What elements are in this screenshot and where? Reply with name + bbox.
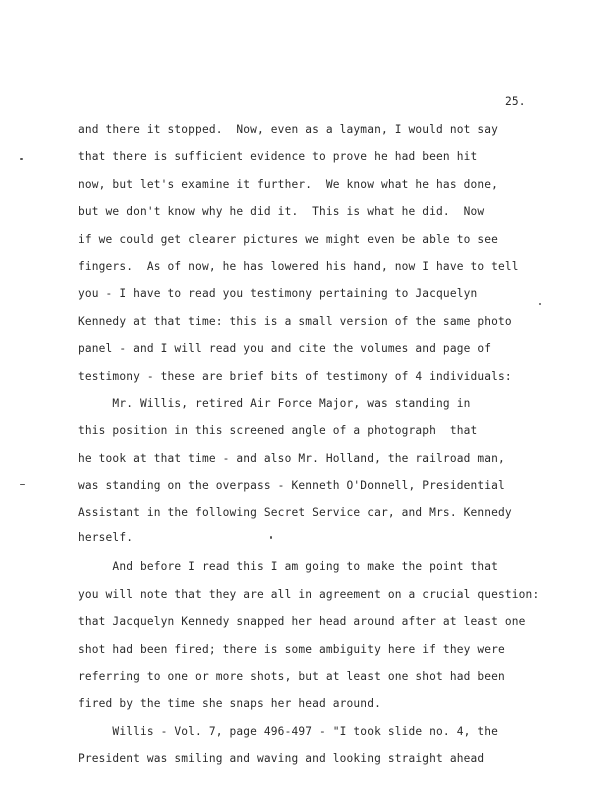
page-number: 25. — [505, 95, 526, 108]
text-line: herself. — [78, 531, 134, 544]
text-line: if we could get clearer pictures we might even be able to see — [78, 233, 499, 246]
scan-speck — [539, 303, 541, 305]
text-line: you - I have to read you testimony pertaining to Jacquelyn — [78, 287, 478, 300]
text-line: Assistant in the following Secret Service car, and Mrs. Kennedy — [78, 506, 512, 519]
text-line: and there it stopped. Now, even as a layman, I would not say — [78, 123, 499, 136]
text-line: President was smiling and waving and looking straight ahead — [78, 752, 485, 765]
scan-speck — [20, 484, 25, 485]
text-line: fired by the time she snaps her head around. — [78, 697, 381, 710]
text-line: you will note that they are all in agreement on a crucial question: — [78, 588, 540, 601]
text-line: shot had been fired; there is some ambiguity here if they were — [78, 643, 505, 656]
text-line: testimony - these are brief bits of testimony of 4 individuals: — [78, 370, 512, 383]
scan-speck — [270, 536, 272, 539]
text-line: And before I read this I am going to make the point that — [78, 560, 499, 573]
text-line: he took at that time - and also Mr. Holland, the railroad man, — [78, 452, 505, 465]
text-line: Kennedy at that time: this is a small version of the same photo — [78, 315, 512, 328]
text-line: that Jacquelyn Kennedy snapped her head around after at least one — [78, 615, 526, 628]
text-line: fingers. As of now, he has lowered his hand, now I have to tell — [78, 260, 519, 273]
text-line: Mr. Willis, retired Air Force Major, was standing in — [78, 397, 471, 410]
text-line: was standing on the overpass - Kenneth O'Donnell, Presidential — [78, 479, 505, 492]
text-line: that there is sufficient evidence to prove he had been hit — [78, 150, 478, 163]
text-line: now, but let's examine it further. We know what he has done, — [78, 178, 499, 191]
text-line: this position in this screened angle of a photograph that — [78, 424, 478, 437]
text-line: panel - and I will read you and cite the volumes and page of — [78, 342, 492, 355]
text-line: but we don't know why he did it. This is what he did. Now — [78, 205, 485, 218]
text-line: referring to one or more shots, but at least one shot had been — [78, 670, 505, 683]
text-line: Willis - Vol. 7, page 496-497 - "I took slide no. 4, the — [78, 725, 499, 738]
scan-speck — [20, 158, 23, 160]
